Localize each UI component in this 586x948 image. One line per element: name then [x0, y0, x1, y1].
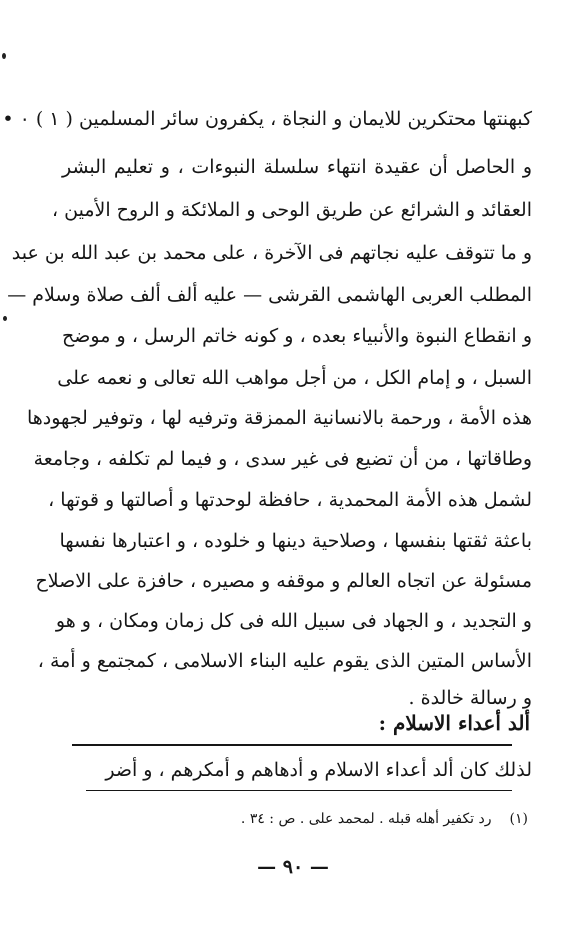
body-line-1: كبهنتها محتكرين للايمان و النجاة ، يكفرون سائر المسلمين ( ١ ) ٠ • — [2, 108, 532, 130]
body-line-4: و ما تتوقف عليه نجاتهم فى الآخرة ، على محمد بن عبد الله بن عبد — [11, 242, 532, 264]
body-line-12: مسئولة عن اتجاه العالم و موقفه و مصيره ، حافزة على الاصلاح — [35, 570, 532, 592]
footnote — [58, 806, 528, 832]
body-line-14: الأساس المتين الذى يقوم عليه البناء الاسلامى ، كمجتمع و أمة ، — [37, 650, 532, 672]
scan-speck — [2, 53, 6, 59]
body-line-10: لشمل هذه الأمة المحمدية ، حافظة لوحدتها و أصالتها و قوتها ، — [48, 489, 532, 511]
body-line-13: و التجديد ، و الجهاد فى سبيل الله فى كل زمان ومكان ، و هو — [55, 610, 532, 632]
footnote-separator — [86, 790, 512, 791]
body-line-8: هذه الأمة ، ورحمة بالانسانية الممزقة وترفيه لها ، وتوفير لجهودها — [26, 407, 532, 429]
body-line-6: و انقطاع النبوة والأنبياء بعده ، و كونه خاتم الرسل ، و موضح — [62, 325, 532, 347]
body-line-3: العقائد و الشرائع عن طريق الوحى و الملائكة و الروح الأمين ، — [51, 199, 532, 221]
scan-speck — [3, 316, 7, 321]
page-number: — ٩٠ — — [257, 856, 329, 878]
continuation-line: لذلك كان ألد أعداء الاسلام و أدهاهم و أمكرهم ، و أضر — [105, 759, 532, 781]
section-heading: ألد أعداء الاسلام : — [378, 711, 530, 735]
body-line-7: السبل ، و إمام الكل ، من أجل مواهب الله تعالى و نعمه على — [57, 367, 532, 389]
footnote-marker: (١) — [509, 811, 528, 827]
body-line-2: و الحاصل أن عقيدة انتهاء سلسلة النبوءات ، و تعليم البشر — [62, 156, 532, 178]
body-line-11: باعثة ثقتها بنفسها ، وصلاحية دينها و خلوده ، و اعتبارها نفسها — [59, 530, 532, 552]
body-line-15: و رسالة خالدة . — [408, 687, 532, 709]
body-line-5: المطلب العربى الهاشمى القرشى — عليه ألف ألف صلاة وسلام — — [7, 284, 532, 306]
footnote-text: رد تكفير أهله قبله . لمحمد على . ص : ٣٤ . — [240, 811, 492, 827]
heading-underline — [72, 744, 512, 746]
body-line-9: وطاقاتها ، من أن تضيع فى غير سدى ، و فيما لم تكلفه ، وجامعة — [33, 448, 532, 470]
